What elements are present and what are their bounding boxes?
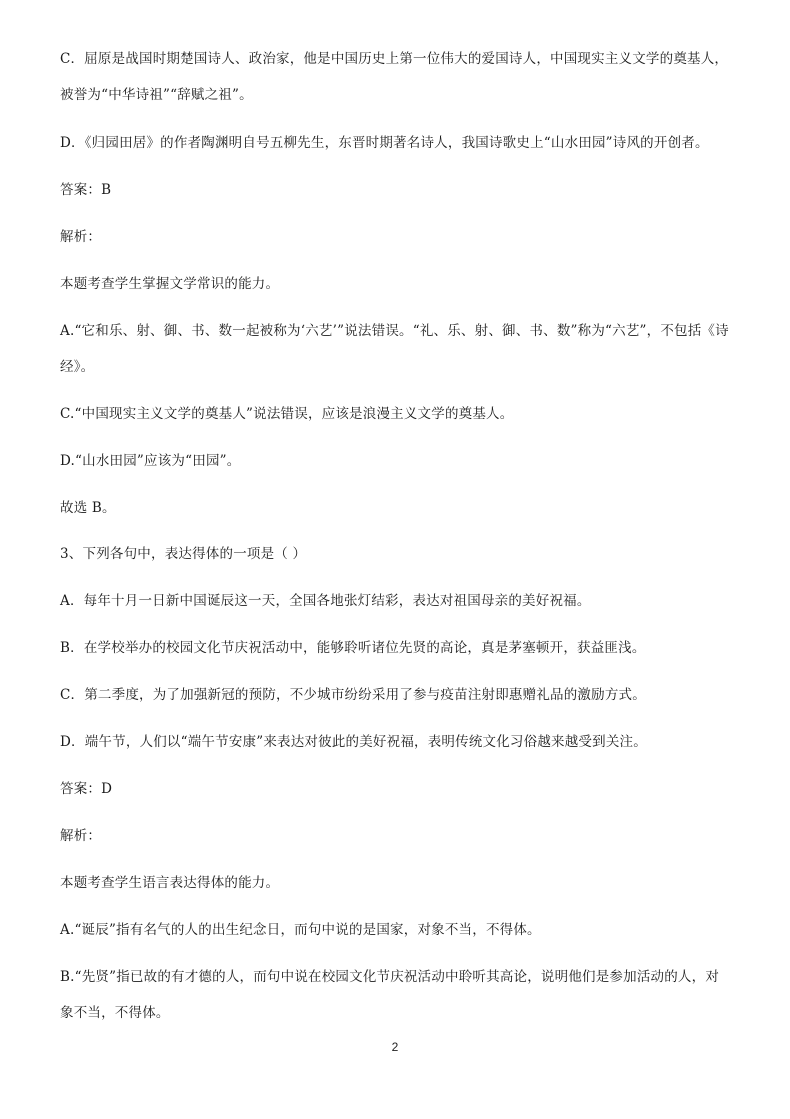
q3-answer-label: 答案：D (60, 781, 113, 797)
q3-analysis-b-line-1: B.“先贤”指已故的有才德的人，而句中说在校园文化节庆祝活动中聆听其高论，说明他们是参加活动的人，对 (60, 969, 720, 985)
q3-analysis-intro: 本题考查学生语言表达得体的能力。 (60, 875, 280, 891)
analysis-a-line-1: A.“它和乐、射、御、书、数一起被称为‘六艺’”说法错误。“礼、乐、射、御、书、数”称为“六艺”，不包括《诗 (60, 323, 729, 339)
option-d-line: D．《归园田居》的作者陶渊明自号五柳先生，东晋时期著名诗人，我国诗歌史上“山水田园”诗风的开创者。 (60, 135, 709, 151)
analysis-c: C.“中国现实主义文学的奠基人”说法错误，应该是浪漫主义文学的奠基人。 (60, 406, 514, 422)
question-3: 3、下列各句中，表达得体的一项是（ ） (60, 546, 307, 562)
q3-option-b: B．在学校举办的校园文化节庆祝活动中，能够聆听诸位先贤的高论，真是茅塞顿开，获益匪浅。 (60, 640, 646, 656)
q3-option-c: C．第二季度，为了加强新冠的预防，不少城市纷纷采用了参与疫苗注射即惠赠礼品的激励方式。 (60, 687, 646, 703)
analysis-intro: 本题考查学生掌握文学常识的能力。 (60, 276, 280, 292)
q3-analysis-a: A.“诞辰”指有名气的人的出生纪念日，而句中说的是国家，对象不当，不得体。 (60, 922, 541, 938)
conclusion: 故选 B。 (60, 500, 116, 516)
analysis-label: 解析： (60, 229, 102, 245)
q3-option-a: A．每年十月一日新中国诞辰这一天，全国各地张灯结彩，表达对祖国母亲的美好祝福。 (60, 593, 591, 609)
q3-option-d: D．端午节，人们以“端午节安康”来表达对彼此的美好祝福，表明传统文化习俗越来越受到关注。 (60, 734, 647, 750)
answer-label: 答案：B (60, 182, 112, 198)
page-number: 2 (391, 1040, 399, 1054)
analysis-a-line-2: 经》。 (60, 359, 95, 375)
option-c-line-1: C．屈原是战国时期楚国诗人、政治家，他是中国历史上第一位伟大的爱国诗人，中国现实主义文学的奠基人， (60, 51, 729, 67)
q3-analysis-b-line-2: 象不当，不得体。 (60, 1005, 170, 1021)
option-c-line-2: 被誉为“中华诗祖”“辞赋之祖”。 (60, 87, 253, 103)
q3-analysis-label: 解析： (60, 828, 102, 844)
analysis-d: D.“山水田园”应该为“田园”。 (60, 453, 241, 469)
